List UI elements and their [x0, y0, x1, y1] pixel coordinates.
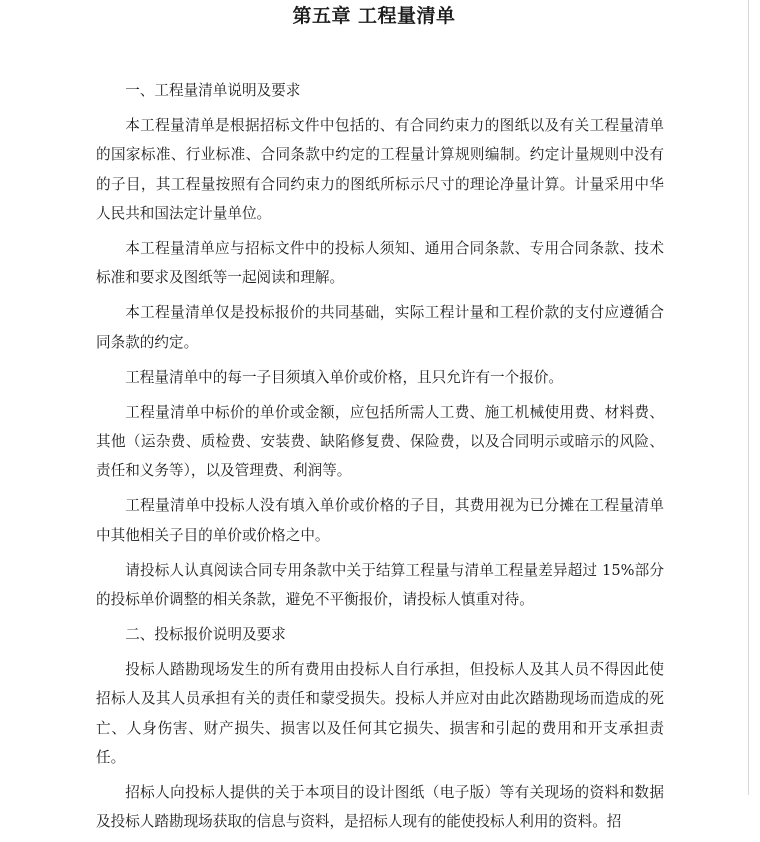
paragraph: 工程量清单中投标人没有填入单价或价格的子目，其费用视为已分摊在工程量清单中其他相关子目的单价或价格之中。 [96, 497, 664, 544]
paragraph: 工程量清单中的每一子目须填入单价或价格，且只允许有一个报价。 [125, 368, 564, 386]
section-heading-1: 一、工程量清单说明及要求 [125, 82, 301, 99]
paragraph: 本工程量清单应与招标文件中的投标人须知、通用合同条款、专用合同条款、技术标准和要求及图纸等一起阅读和理解。 [96, 240, 664, 287]
paragraph: 投标人踏勘现场发生的所有费用由投标人自行承担，但投标人及其人员不得因此使招标人及其人员承担有关的责任和蒙受损失。投标人并应对由此次踏勘现场而造成的死亡、人身伤害、财产损失、损害以及任何其它损失、损害和引起的费用和开支承担责任。 [96, 660, 664, 767]
paragraph: 本工程量清单是根据招标文件中包括的、有合同约束力的图纸以及有关工程量清单的国家标准、行业标准、合同条款中约定的工程量计算规则编制。约定计量规则中没有的子目，其工程量按照有合同约束力的图纸所标示尺寸的理论净量计算。计量采用中华人民共和国法定计量单位。 [96, 116, 664, 223]
paragraph: 工程量清单中标价的单价或金额，应包括所需人工费、施工机械使用费、材料费、其他（运杂费、质检费、安装费、缺陷修复费、保险费，以及合同明示或暗示的风险、责任和义务等），以及管理费、利润等。 [96, 403, 664, 480]
paragraph: 招标人向投标人提供的关于本项目的设计图纸（电子版）等有关现场的资料和数据及投标人踏勘现场获取的信息与资料，是招标人现有的能使投标人利用的资料。招 [96, 783, 664, 831]
paragraph: 本工程量清单仅是投标报价的共同基础，实际工程计量和工程价款的支付应遵循合同条款的约定。 [96, 304, 664, 351]
paragraph: 请投标人认真阅读合同专用条款中关于结算工程量与清单工程量差异超过 15%部分的投标单价调整的相关条款，避免不平衡报价，请投标人慎重对待。 [96, 561, 664, 608]
section-heading-2: 二、投标报价说明及要求 [125, 625, 286, 643]
document-body [96, 76, 664, 842]
page-title: 第五章 工程量清单 [292, 5, 456, 27]
